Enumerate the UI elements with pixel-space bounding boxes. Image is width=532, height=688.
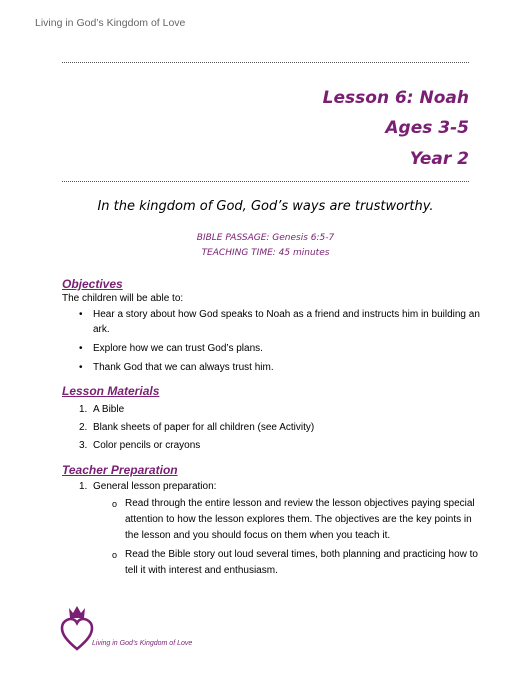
material-item: 2. Blank sheets of paper for all children (see Activity) [79, 422, 315, 433]
bullet-dot: • [79, 343, 83, 354]
footer-text: Living in God’s Kingdom of Love [92, 640, 193, 647]
materials-list [62, 402, 482, 456]
divider-top [62, 62, 469, 63]
materials-heading: Lesson Materials [62, 384, 160, 398]
objective-item: • Hear a story about how God speaks to Noah as a friend and instructs him in building an ark. [79, 309, 480, 335]
hollow-circle-bullet: o [112, 499, 118, 509]
objectives-heading: Objectives [62, 277, 123, 291]
bullet-dot: • [79, 309, 83, 320]
crown-heart-icon [60, 604, 94, 652]
lesson-title: Lesson 6: Noah [322, 88, 469, 108]
lesson-theme: In the kingdom of God, God’s ways are trustworthy. [97, 199, 434, 214]
material-item: 3. Color pencils or crayons [79, 440, 201, 451]
bullet-dot: • [79, 362, 83, 373]
divider-bottom [62, 181, 469, 182]
page-header: Living in God’s Kingdom of Love [35, 17, 186, 29]
preparation-heading: Teacher Preparation [62, 463, 178, 477]
preparation-sub-item: o Read the Bible story out loud several times, both planning and practicing how to tell it with interest and enthusiasm. [112, 549, 478, 576]
objective-item: • Explore how we can trust God’s plans. [79, 343, 263, 354]
objectives-list [62, 307, 482, 379]
preparation-sub-list [62, 496, 478, 582]
preparation-sub-item: o Read through the entire lesson and review the lesson objectives paying special attention to how the lesson explores them. The objectives are the key points in the lesson and you should focus on them when you teach it. [112, 498, 475, 541]
teaching-time: TEACHING TIME: 45 minutes [201, 248, 330, 258]
objectives-intro: The children will be able to: [62, 293, 184, 304]
material-item: 1. A Bible [79, 404, 125, 415]
bible-passage: BIBLE PASSAGE: Genesis 6:5-7 [196, 233, 335, 243]
lesson-ages: Ages 3-5 [385, 118, 469, 138]
preparation-item: 1. General lesson preparation: [79, 481, 217, 492]
hollow-circle-bullet: o [112, 550, 118, 560]
objective-item: • Thank God that we can always trust him. [79, 362, 274, 373]
lesson-year: Year 2 [409, 149, 469, 169]
preparation-list [62, 479, 482, 497]
